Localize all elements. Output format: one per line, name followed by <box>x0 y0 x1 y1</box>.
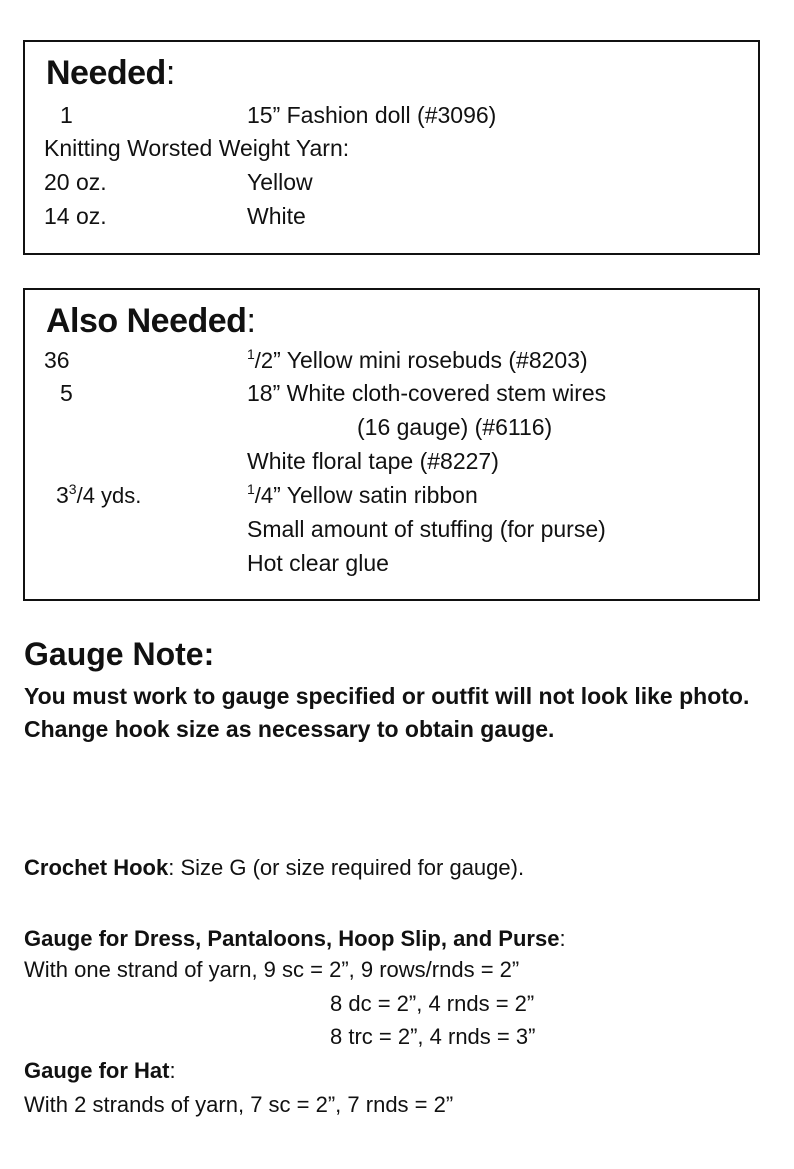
qty-fraction-numerator: 3 <box>68 481 77 497</box>
list-item <box>25 412 758 442</box>
list-item <box>25 167 758 197</box>
also-needed-title <box>46 302 255 341</box>
needed-box <box>23 40 760 255</box>
list-item <box>25 446 758 476</box>
list-item <box>25 100 758 130</box>
item-desc: White <box>247 203 306 229</box>
item-qty: 20 oz. <box>44 169 107 195</box>
gauge-note-title: Gauge Note: <box>24 636 215 672</box>
also-needed-box <box>23 288 760 601</box>
item-desc: Yellow <box>247 169 313 195</box>
gauge-hat-heading <box>24 1056 176 1086</box>
gauge-dress-line: 8 trc = 2”, 4 rnds = 3” <box>330 1024 536 1049</box>
gauge-dress-label: Gauge for Dress, Pantaloons, Hoop Slip, and Purse <box>24 926 560 951</box>
list-item <box>25 548 758 578</box>
list-item <box>25 378 758 408</box>
item-qty: 1 <box>60 102 73 128</box>
item-qty <box>56 480 141 511</box>
list-item <box>25 345 758 375</box>
also-needed-title-text: Also Needed <box>46 302 247 340</box>
crochet-hook-text: : Size G (or size required for gauge). <box>168 855 525 880</box>
gauge-dress-colon: : <box>559 926 566 951</box>
gauge-hat-label: Gauge for Hat <box>24 1058 170 1083</box>
needed-title <box>46 54 175 93</box>
item-desc <box>247 345 588 376</box>
crochet-hook-label: Crochet Hook <box>24 855 169 880</box>
fraction-numerator: 1 <box>247 346 255 362</box>
qty-fraction-denominator: /4 yds. <box>76 483 142 508</box>
crochet-hook-line <box>24 853 524 883</box>
gauge-dress-line: 8 dc = 2”, 4 rnds = 2” <box>330 991 535 1016</box>
also-needed-title-colon: : <box>246 302 256 340</box>
fraction-numerator: 1 <box>247 481 255 497</box>
item-qty: Knitting Worsted Weight Yarn: <box>44 135 350 161</box>
gauge-dress-line: With one strand of yarn, 9 sc = 2”, 9 rows/rnds = 2” <box>24 957 520 982</box>
item-desc-text: ” Yellow satin ribbon <box>273 482 478 508</box>
list-item <box>25 480 758 510</box>
item-desc: Small amount of stuffing (for purse) <box>247 516 606 542</box>
item-qty: 5 <box>60 380 73 406</box>
list-item <box>25 133 758 163</box>
qty-whole: 3 <box>56 482 69 508</box>
gauge-hat-colon: : <box>169 1058 176 1083</box>
item-desc: Hot clear glue <box>247 550 389 576</box>
gauge-dress-heading <box>24 924 566 954</box>
item-desc <box>247 480 478 511</box>
list-item <box>25 514 758 544</box>
fraction-denominator: /4 <box>254 483 274 508</box>
item-desc-text: ” Yellow mini rosebuds (#8203) <box>273 347 588 373</box>
needed-title-colon: : <box>165 54 175 92</box>
item-desc: (16 gauge) (#6116) <box>357 414 553 440</box>
item-desc: White floral tape (#8227) <box>247 448 499 474</box>
item-desc: 18” White cloth-covered stem wires <box>247 380 607 406</box>
item-qty: 36 <box>44 347 70 373</box>
fraction-denominator: /2 <box>254 348 274 373</box>
list-item <box>25 201 758 231</box>
item-desc: 15” Fashion doll (#3096) <box>247 102 497 128</box>
gauge-hat-line: With 2 strands of yarn, 7 sc = 2”, 7 rnds = 2” <box>24 1092 454 1117</box>
gauge-note-text: You must work to gauge specified or outfit will not look like photo. Change hook size as necessary to obtain gauge. <box>24 683 750 742</box>
needed-title-text: Needed <box>46 54 166 92</box>
item-qty: 14 oz. <box>44 203 107 229</box>
